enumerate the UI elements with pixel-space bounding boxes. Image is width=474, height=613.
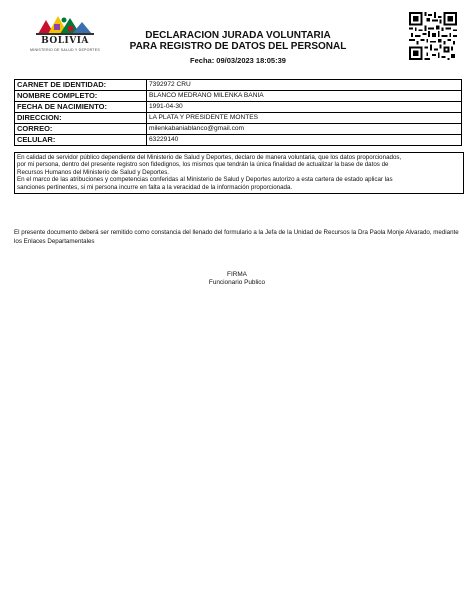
table-row — [15, 91, 462, 102]
title-line-1: DECLARACION JURADA VOLUNTARIA — [145, 30, 331, 41]
ministry-emblem-icon — [34, 14, 96, 36]
address-label: DIRECCION: — [15, 113, 147, 124]
declaration-line: sanciones pertinentes, si mi persona incurre en falta a la veracidad de la información proporcionada. — [17, 183, 293, 191]
qr-code-icon — [409, 12, 457, 60]
document-date: Fecha: 09/03/2023 18:05:39 — [190, 56, 286, 65]
title-line-2: PARA REGISTRO DE DATOS DEL PERSONAL — [129, 41, 347, 52]
declaration-box — [14, 152, 464, 194]
signature-block — [0, 271, 474, 287]
declaration-line: por mi persona, dentro del presente registro son fidedignos, los mismos que tendrán la única finalidad de actualizar la base de datos de — [17, 161, 389, 169]
document-header — [110, 30, 366, 65]
declaration-line: En el marco de las atribuciones y competencias conferidas al Ministerio de Salud y Deportes autorizo a esta cartera de estado aplicar las — [17, 176, 393, 184]
logo-title: BOLIVIA — [41, 36, 89, 46]
ci-label: CARNET DE IDENTIDAD: — [15, 80, 147, 91]
birth-date-label: FECHA DE NACIMIENTO: — [15, 102, 147, 113]
personal-data-table — [14, 79, 462, 146]
submission-note: El presente documento deberá ser remitido como constancia del llenado del formulario a la Jefa de la Unidad de Recursos la Dra Paola Monje Alvarado, mediante los Enlaces Departamentales — [14, 229, 459, 245]
signature-label: FIRMA — [227, 271, 247, 278]
table-row — [15, 102, 462, 113]
full-name-value: BLANCO MEDRANO MILENKA BANIA — [147, 91, 462, 102]
declaration-line: En calidad de servidor público dependiente del Ministerio de Salud y Deportes, declaro de manera voluntaria, que los datos proporcionados, — [17, 154, 402, 161]
logo-subtitle: MINISTERIO DE SALUD Y DEPORTES — [30, 48, 100, 52]
table-row — [15, 80, 462, 91]
declaration-line: Recursos Humanos del Ministerio de Salud y Deportes. — [17, 168, 170, 176]
table-row — [15, 113, 462, 124]
address-value: LA PLATA Y PRESIDENTE MONTES — [147, 113, 462, 124]
signature-role: Funcionario Publico — [208, 279, 266, 286]
table-row — [15, 124, 462, 135]
phone-label: CELULAR: — [15, 135, 147, 146]
email-value: milenkabaniablanco@gmail.com — [147, 124, 462, 135]
birth-date-value: 1991-04-30 — [147, 102, 462, 113]
email-label: CORREO: — [15, 124, 147, 135]
ministry-logo — [26, 14, 104, 62]
full-name-label: NOMBRE COMPLETO: — [15, 91, 147, 102]
phone-value: 63229140 — [147, 135, 462, 146]
ci-value: 7392972 CRU — [147, 80, 462, 91]
table-row — [15, 135, 462, 146]
